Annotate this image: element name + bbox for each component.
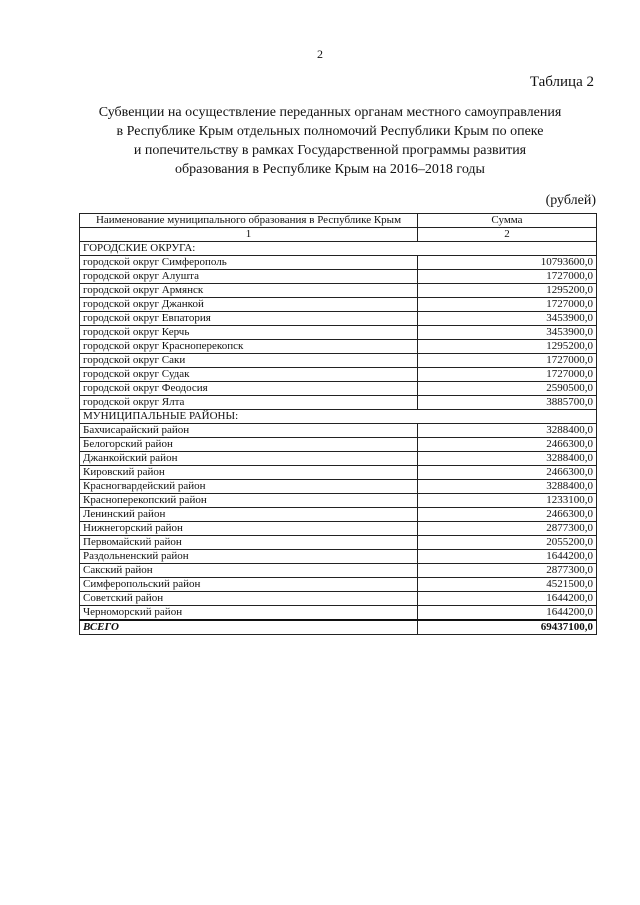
municipality-sum: 1727000,0 bbox=[418, 298, 597, 312]
municipality-name: Черноморский район bbox=[80, 606, 418, 621]
municipality-sum: 1644200,0 bbox=[418, 606, 597, 621]
table-row bbox=[80, 340, 597, 354]
municipality-name: городской округ Феодосия bbox=[80, 382, 418, 396]
title-line: и попечительству в рамках Государственной программы развития bbox=[133, 143, 527, 158]
municipality-name: Красноперекопский район bbox=[80, 494, 418, 508]
table-row bbox=[80, 536, 597, 550]
municipality-name: Бахчисарайский район bbox=[80, 424, 418, 438]
municipality-sum: 2466300,0 bbox=[418, 508, 597, 522]
table-row bbox=[80, 382, 597, 396]
municipality-sum: 3288400,0 bbox=[418, 480, 597, 494]
municipality-sum: 2877300,0 bbox=[418, 564, 597, 578]
section-title: ГОРОДСКИЕ ОКРУГА: bbox=[80, 242, 418, 256]
section-header-row bbox=[80, 242, 597, 256]
municipality-name: городской округ Керчь bbox=[80, 326, 418, 340]
municipality-sum: 1295200,0 bbox=[418, 284, 597, 298]
header-sum: Сумма bbox=[418, 214, 597, 228]
section-empty-cell bbox=[418, 242, 597, 256]
municipality-sum: 1644200,0 bbox=[418, 550, 597, 564]
table-row bbox=[80, 452, 597, 466]
section-title: МУНИЦИПАЛЬНЫЕ РАЙОНЫ: bbox=[80, 410, 418, 424]
table-row bbox=[80, 354, 597, 368]
column-number-1: 1 bbox=[80, 228, 418, 242]
table-row bbox=[80, 494, 597, 508]
table-row bbox=[80, 270, 597, 284]
municipality-sum: 3885700,0 bbox=[418, 396, 597, 410]
municipality-name: Белогорский район bbox=[80, 438, 418, 452]
municipality-name: городской округ Саки bbox=[80, 354, 418, 368]
municipality-name: городской округ Красноперекопск bbox=[80, 340, 418, 354]
municipality-name: городской округ Евпатория bbox=[80, 312, 418, 326]
table-row bbox=[80, 592, 597, 606]
total-row bbox=[80, 620, 597, 635]
municipality-sum: 2466300,0 bbox=[418, 466, 597, 480]
table-row bbox=[80, 508, 597, 522]
header-name: Наименование муниципального образования в Республике Крым bbox=[80, 214, 418, 228]
table-row bbox=[80, 564, 597, 578]
municipality-sum: 4521500,0 bbox=[418, 578, 597, 592]
document-title bbox=[60, 103, 600, 179]
table-row bbox=[80, 298, 597, 312]
total-label: ВСЕГО bbox=[80, 620, 418, 635]
municipality-name: городской округ Джанкой bbox=[80, 298, 418, 312]
municipality-sum: 3453900,0 bbox=[418, 326, 597, 340]
municipality-name: городской округ Симферополь bbox=[80, 256, 418, 270]
municipality-sum: 1727000,0 bbox=[418, 354, 597, 368]
municipality-sum: 2466300,0 bbox=[418, 438, 597, 452]
municipality-sum: 3453900,0 bbox=[418, 312, 597, 326]
municipality-sum: 10793600,0 bbox=[418, 256, 597, 270]
table-row bbox=[80, 522, 597, 536]
header-row bbox=[80, 214, 597, 228]
municipality-sum: 1727000,0 bbox=[418, 368, 597, 382]
municipality-sum: 1644200,0 bbox=[418, 592, 597, 606]
municipality-name: Кировский район bbox=[80, 466, 418, 480]
municipality-sum: 2590500,0 bbox=[418, 382, 597, 396]
table-row bbox=[80, 578, 597, 592]
municipality-sum: 3288400,0 bbox=[418, 424, 597, 438]
municipality-sum: 1295200,0 bbox=[418, 340, 597, 354]
table-row bbox=[80, 438, 597, 452]
municipality-name: Первомайский район bbox=[80, 536, 418, 550]
municipality-sum: 1233100,0 bbox=[418, 494, 597, 508]
column-number-2: 2 bbox=[418, 228, 597, 242]
table-label: Таблица 2 bbox=[529, 74, 594, 90]
units-label: (рублей) bbox=[545, 193, 596, 208]
municipality-name: городской округ Алушта bbox=[80, 270, 418, 284]
table-row bbox=[80, 256, 597, 270]
municipality-name: Нижнегорский район bbox=[80, 522, 418, 536]
municipality-sum: 2055200,0 bbox=[418, 536, 597, 550]
municipality-name: городской округ Армянск bbox=[80, 284, 418, 298]
title-line: Субвенции на осуществление переданных органам местного самоуправления bbox=[98, 105, 562, 120]
table-row bbox=[80, 368, 597, 382]
municipality-name: Сакский район bbox=[80, 564, 418, 578]
table-row bbox=[80, 326, 597, 340]
municipality-sum: 2877300,0 bbox=[418, 522, 597, 536]
column-number-row bbox=[80, 228, 597, 242]
table-row bbox=[80, 312, 597, 326]
municipality-name: Раздольненский район bbox=[80, 550, 418, 564]
table-row bbox=[80, 606, 597, 621]
municipality-name: Симферопольский район bbox=[80, 578, 418, 592]
table-row bbox=[80, 396, 597, 410]
subventions-table bbox=[79, 213, 597, 635]
municipality-sum: 3288400,0 bbox=[418, 452, 597, 466]
table-row bbox=[80, 424, 597, 438]
table-row bbox=[80, 480, 597, 494]
municipality-name: Джанкойский район bbox=[80, 452, 418, 466]
municipality-name: городской округ Судак bbox=[80, 368, 418, 382]
title-line: в Республике Крым отдельных полномочий Республики Крым по опеке bbox=[116, 124, 544, 139]
section-header-row bbox=[80, 410, 597, 424]
title-line: образования в Республике Крым на 2016–2018 годы bbox=[175, 162, 485, 177]
page-number: 2 bbox=[317, 47, 323, 61]
municipality-name: городской округ Ялта bbox=[80, 396, 418, 410]
municipality-name: Ленинский район bbox=[80, 508, 418, 522]
municipality-name: Советский район bbox=[80, 592, 418, 606]
table-row bbox=[80, 550, 597, 564]
table-row bbox=[80, 466, 597, 480]
table-row bbox=[80, 284, 597, 298]
municipality-sum: 1727000,0 bbox=[418, 270, 597, 284]
total-sum: 69437100,0 bbox=[418, 620, 597, 635]
section-empty-cell bbox=[418, 410, 597, 424]
municipality-name: Красногвардейский район bbox=[80, 480, 418, 494]
